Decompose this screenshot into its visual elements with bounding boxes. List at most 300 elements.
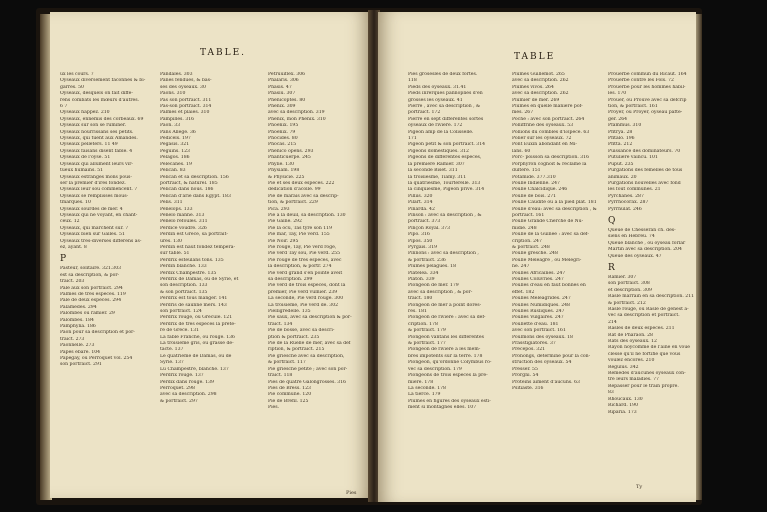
index-entry: Plongeon vantans les differentes	[408, 334, 484, 340]
index-entry: avec son portraict. 161	[512, 328, 566, 334]
index-entry: bres impotents sur la terre. 178	[408, 353, 483, 359]
index-entry: voulez encores. 210	[608, 358, 655, 364]
index-entry: 118	[408, 78, 417, 84]
index-entry: tre leurs maladies. 77	[608, 377, 659, 383]
index-entry: Pie de marais avec sa descrip-	[268, 193, 339, 199]
index-entry: Rat de Pharaon. 28	[608, 332, 653, 338]
index-entry: Poulle de bois. 271	[512, 193, 557, 199]
index-entry: Ramier. 307	[608, 274, 637, 280]
index-entry: Pie rouge de tres especes, avec	[268, 257, 342, 263]
index-entry: Palmes et plaies. 310	[160, 110, 210, 116]
index-entry: Poulle Indienne. 247	[512, 180, 560, 186]
index-entry: & portraict. 177	[408, 341, 446, 347]
index-entry: Oyseaux qui allument leurs vir-	[60, 161, 133, 167]
index-entry: ne. 247	[512, 264, 530, 270]
index-entry: tion, & portraict. 161	[608, 104, 658, 110]
index-entry: Poulle de la Guinee : avec sa def-	[512, 232, 589, 238]
index-entry: Pie mar, Tay, Pie verd. 155	[268, 232, 330, 238]
index-entry: Pie et ses deux especes. 222	[268, 180, 335, 186]
index-entry: Pamphylia. 186	[60, 324, 96, 330]
left-page-catchword: Pies	[346, 490, 357, 496]
index-entry: traict. 134	[268, 321, 293, 327]
index-entry: Porc- poisson sa description. 316	[512, 155, 590, 161]
index-entry: Oyseaux pelleters. 11 49	[60, 142, 118, 148]
index-entry: & portraict. 212	[608, 300, 646, 306]
index-entry: ures. 130	[160, 238, 182, 244]
index-entry: Pasteur, solitaire. 321.303	[60, 266, 122, 272]
index-entry: Puissance des dominateurs. 70	[608, 148, 681, 154]
index-entry: ux les cours. 7	[60, 72, 94, 77]
index-entry: effet. 182	[512, 289, 535, 295]
index-entry: Perdin est Grece, sa portrait-	[160, 232, 228, 238]
index-entry: Pica. 293	[268, 206, 290, 212]
index-entry: la quatriesme, Tourterelle. 313	[408, 180, 481, 186]
index-entry: portraict. 172	[408, 110, 441, 116]
index-entry: Rasles de deux especes. 211	[608, 326, 675, 332]
index-entry: Plumes en quelle maniere pof-	[512, 104, 583, 110]
index-entry: La troisieme, Pie verd de. 302	[268, 302, 339, 308]
index-entry: Phasiu. 307	[268, 91, 296, 97]
index-entry: Pale de deux especes. 294	[60, 298, 122, 304]
index-entry: Prouerbe pour les hommes habil-	[608, 84, 686, 90]
index-entry: Oyseaux estranges mons pous-	[60, 174, 132, 180]
index-entry: Pieds inrerques pannoplies d'en	[408, 91, 483, 97]
index-entry: Perdin est haut fondez tempera-	[160, 244, 236, 250]
index-entry: portraict, & naturel. 185	[160, 180, 218, 186]
index-entry: Purgations nouvelles avec fond	[608, 180, 681, 186]
index-entry: Pierre , avec sa description , &	[408, 104, 481, 110]
index-entry: avec sa description , & por-	[408, 289, 473, 295]
left-column-2	[160, 72, 260, 405]
index-entry: Perdrix de tres especes la prete-	[160, 321, 236, 327]
index-entry: Poche : avec son portraict. 264	[512, 116, 585, 122]
index-entry: Pelican. 83	[160, 168, 186, 174]
index-entry: Phenix. 309	[268, 104, 296, 110]
index-entry: Oyseaux qui ne voyant, en chant-	[60, 212, 138, 218]
index-entry: Penelops. 133	[160, 206, 193, 212]
index-entry: Oyseaux faisans disent fable. 4	[60, 148, 133, 154]
index-entry: Plongeons de trois especes la pre-	[408, 373, 488, 379]
index-entry: Poulles Numidiques. 248	[512, 302, 570, 308]
index-entry: Phenix, mon Phenix. 310	[268, 116, 326, 122]
index-entry: Pie de la Ruelle de mer, avec sa def	[268, 341, 351, 347]
index-entry: Pie commune. 120	[268, 392, 312, 398]
index-entry: Polliffrine des oyseaux. 53	[512, 123, 574, 129]
index-entry: Palmes de tres especes. 119	[60, 292, 126, 297]
index-entry: ser la premier d'ires fondez.	[60, 180, 126, 186]
index-entry: Palombes. 184	[60, 317, 94, 323]
index-entry: Pedicels. 197	[160, 136, 191, 142]
index-entry: les fout communes. 21	[608, 187, 661, 193]
index-entry: Pinçon Royal. 373	[408, 225, 450, 231]
index-entry: avec sa description. 262	[512, 91, 569, 97]
index-entry: la troisiesme, Tiamy. 311	[408, 174, 467, 180]
index-entry: Pies de Bress. 123	[268, 385, 311, 391]
index-entry: Pelecanes. 19	[160, 161, 192, 167]
index-entry: Oyseaux, ennemis des corbeaux. 69	[60, 116, 144, 122]
index-entry: Poulle Caudite ou a la pied plat. 181	[512, 200, 597, 206]
index-entry: Pas-son portraict. 314	[160, 104, 212, 110]
index-entry: traict. 180	[408, 296, 433, 302]
index-entry: cription. 247	[512, 238, 542, 244]
index-entry: & portraict. 117	[268, 360, 306, 366]
index-entry: Polier sur les oyseaux. 72	[512, 136, 572, 142]
index-entry: Pas son portraict. 311	[160, 97, 212, 103]
index-entry: La seconde, Pie verd rouge. 300	[268, 296, 344, 302]
index-entry: Pyrrhocorax. 287	[608, 200, 649, 206]
right-page	[378, 12, 696, 502]
index-entry: Plongeon de riviere : avec sa def-	[408, 315, 486, 321]
index-entry: tueux humains. 51	[60, 168, 104, 174]
index-entry: Pipos. 350	[408, 238, 433, 244]
index-entry: siens en Hebreu. 74	[608, 234, 655, 240]
index-entry: Syrie. 137	[160, 360, 184, 366]
index-entry: Pies de quatre Galongrosses. 316	[268, 379, 347, 385]
index-entry: Pie de bosse, avec sa descri-	[268, 328, 335, 334]
index-entry: traict. 118	[268, 373, 293, 379]
index-entry: Phocas. 215	[268, 142, 297, 148]
index-entry: Riparia. 173	[608, 409, 637, 415]
index-entry: 214	[608, 319, 617, 325]
index-entry: Palamedes. 294	[60, 304, 97, 310]
index-entry: Phoenix. 195	[268, 123, 299, 129]
index-entry: La fable Franche, ou rouge. 136	[160, 334, 235, 340]
index-entry: Rasle rouge, ou Rasle de genest a-	[608, 307, 689, 312]
index-entry: Rats des oyseaux. 12	[608, 339, 657, 345]
index-entry: Oyseaux diversement faconnés & bi-	[60, 78, 146, 84]
index-entry: Peguins. 123	[160, 148, 190, 154]
right-column-2	[512, 72, 604, 392]
index-entry: Plumes pelagues. 18	[408, 264, 457, 270]
index-entry: Queue des oyseaux. 47	[608, 253, 662, 259]
index-entry: Perdix Champestre. 135	[160, 270, 217, 276]
index-entry: Oyseaux, qui tuent aux Amandes.	[60, 136, 138, 142]
index-entry: Oyseaux, desquels on fait diffe-	[60, 91, 133, 97]
index-entry: Rasle marrain en sa description. 211	[608, 294, 694, 300]
index-entry: Regulus. 342	[608, 364, 639, 370]
index-entry: Plongeon de mer a point dores-	[408, 302, 482, 308]
index-entry: Prorgni. 54	[512, 373, 539, 379]
left-page-title: TABLE.	[200, 48, 247, 58]
index-entry: Pie griesche avec sa description,	[268, 353, 345, 359]
index-entry: Pie rouge, Tay, Pie verd roge,	[268, 244, 337, 250]
index-entry: dedication d'acolle. 99	[268, 187, 321, 193]
index-entry: Poullette d'eau. 181	[512, 321, 559, 327]
index-entry: portraict. 161	[512, 212, 545, 218]
index-entry: rens combats les mœurs d'autres.	[60, 97, 140, 103]
index-entry: Poulles Rusliques. 247	[512, 309, 565, 315]
index-entry: Psitiaste. 316	[512, 385, 544, 391]
index-entry: Pie verd grand s'en pointe aveit	[268, 270, 343, 276]
index-entry: avec sa description. 298	[160, 392, 217, 398]
index-entry: Pfammus. 310	[608, 123, 642, 129]
index-entry: Pigeon petit & son portraict. 314	[408, 142, 486, 148]
index-entry: Poulles Meleagrides. 247	[512, 296, 571, 302]
index-entry: portraict. 373	[408, 219, 441, 225]
index-entry: Oyseaux leur sou commencent. 7	[60, 187, 138, 193]
index-entry: ption & portraict. 235	[268, 334, 320, 340]
right-page-signature: Ty	[636, 484, 643, 490]
index-entry: Poulles Vulgaires. 247	[512, 315, 564, 321]
index-entry: Pie griesche petite ; avec son por-	[268, 366, 348, 372]
index-entry: et description. 309	[608, 287, 652, 293]
index-entry: Queue blanche , ou oyseau forlar	[608, 240, 686, 246]
index-entry: son portraict. 308	[608, 281, 650, 287]
index-entry: clesse qu'il ne fortifie que vous	[608, 351, 681, 357]
index-entry: Perdris de saunne mers. 143	[160, 302, 227, 308]
index-entry: tion, & portraict. 229	[268, 200, 318, 206]
index-entry: Plongeon, qu'ordonné Colymbus ro-	[408, 360, 492, 366]
index-entry: Plumes en figures des oyseaux esti-	[408, 398, 491, 404]
index-entry: Poulmons des oyseaux. 18	[512, 334, 573, 340]
index-entry: Pyrrhulat. 246	[608, 206, 642, 212]
index-entry: Queue de Chesseran ch. des-	[608, 227, 676, 233]
index-entry: dultere. 151	[512, 168, 541, 174]
index-entry: & portraict. 248	[512, 244, 550, 250]
index-entry: Poulle d'eau: avec sa description , &	[512, 206, 597, 212]
index-entry: Pieds des oyseaux. 31.41	[408, 84, 467, 90]
index-entry: Le quatrieme de Damas, ou de	[160, 353, 232, 359]
index-entry: Penelo refoules. 311	[160, 219, 208, 225]
index-entry: la premiere Ramier. 307	[408, 161, 465, 167]
index-entry: Phenicoptes. 80	[268, 97, 306, 103]
index-entry: la description, & portr. 274	[268, 264, 332, 270]
index-entry: Pelican d'arie dans Egypt. 183	[160, 193, 231, 199]
index-entry: Pie la ocu, Tas tyre son 119	[268, 225, 333, 231]
index-entry: & portraict. 236	[408, 257, 446, 263]
index-entry: Phoenix. 79	[268, 129, 296, 135]
index-entry: Pielligredelle. 135	[268, 309, 311, 315]
index-entry: Pie verd Tay sou, Pie verd. 255	[268, 251, 341, 257]
index-entry: Pie de Brefil. 125	[268, 398, 309, 404]
index-entry: Pies grosesles de deux fortes.	[408, 72, 478, 77]
index-entry: Pierre en sept differentes sortes	[408, 116, 484, 122]
index-entry: Pinnons : avec sa description ,	[408, 251, 479, 257]
index-entry: grosses les oyseaux. 41	[408, 97, 463, 103]
index-entry: ment si montagnes elles. 107	[408, 405, 477, 411]
index-entry: Poulles Coluvries. 247	[512, 277, 564, 282]
index-entry: tacte. 137	[160, 347, 184, 353]
index-entry: Phylie. 130	[268, 161, 294, 167]
index-entry: Plongeon de riviere a les mem-	[408, 347, 481, 353]
index-entry: Pie saux, avec sa description & por-	[268, 315, 352, 321]
index-entry: res. 181	[408, 309, 427, 315]
right-column-3	[608, 72, 694, 416]
index-entry: Phocides. 80	[268, 136, 298, 142]
index-entry: & portraict. 179	[408, 328, 446, 334]
index-entry: Perroquet. 298	[160, 385, 195, 391]
index-entry: Precepos. 321	[512, 347, 546, 353]
index-entry: la cinquiesme, Pigeon privé. 314	[408, 187, 485, 193]
index-entry: les. 170	[608, 91, 627, 97]
index-entry: Rayon noycomme de l'aine en voue	[608, 345, 691, 351]
index-entry: Puput. 235	[608, 161, 634, 167]
index-entry: ceux. 12	[60, 219, 80, 225]
index-entry: Pie a la deuil, sa description. 130	[268, 212, 346, 218]
index-entry: Pampilles. 316	[160, 116, 195, 122]
index-entry: Poulle Grande Cherche de Nu-	[512, 219, 584, 225]
index-entry: Pie verd de trois especes, dont la	[268, 283, 346, 289]
index-entry: Perdrix de Damas, ou de Syrie, et	[160, 277, 239, 282]
index-entry: Richard. 190	[608, 403, 639, 409]
index-entry: son description. 133	[160, 283, 208, 289]
index-entry: Perdice voudre. 326	[160, 225, 207, 231]
index-entry: Pyrgais. 319	[408, 244, 438, 250]
index-entry: Pronongs, determiné pour la con-	[512, 353, 591, 359]
index-entry: Pont Euxin abondant en Mi-	[512, 142, 577, 148]
index-entry: Pelican et sa description. 156	[160, 174, 229, 180]
index-entry: son portraict. 124	[160, 309, 202, 315]
index-entry: Oyseaux tres-diverses differens as-	[60, 238, 142, 244]
index-entry: Pelican dans nous. 186	[160, 187, 214, 193]
index-entry: Oyseaux de l'oyse. 51	[60, 155, 111, 161]
index-entry: Panes fendues, & bas-	[160, 78, 212, 84]
index-entry: Plongeon de mer. 179	[408, 283, 459, 289]
index-entry: Prouerbe commun du Ricaut. 164	[608, 72, 687, 77]
index-entry: Pinson : avec sa description , &	[408, 212, 482, 218]
index-entry: re de Grece. 131	[160, 328, 200, 334]
index-entry: ez, ayant. 8	[60, 244, 87, 250]
index-entry: Presser. 55	[512, 366, 538, 372]
index-entry: Papes ebare. 104	[60, 349, 101, 355]
index-entry: Prouer, ou Prouvé avec sa defcrip	[608, 97, 687, 103]
index-entry: Pyrchanes. 287	[608, 193, 644, 199]
index-entry: est sa description, & por-	[60, 272, 120, 278]
index-entry: 171	[408, 136, 417, 142]
index-entry: & Physicie. 225	[268, 174, 305, 180]
index-entry: Plumier de mer. 269	[512, 97, 560, 103]
section-letter: P	[60, 254, 67, 265]
index-entry: Potamide. 377.310	[512, 174, 556, 180]
index-entry: Plumes Guillemot. 265	[512, 72, 565, 77]
left-column-1	[60, 72, 152, 369]
index-entry: Perdrix rouge, ou Grecule. 121	[160, 315, 233, 321]
index-entry: Pie Gaine. 292	[268, 219, 302, 225]
left-page	[50, 12, 370, 498]
index-entry: Physiam. 198	[268, 168, 300, 174]
right-page-title: TABLE	[514, 52, 556, 62]
index-entry: Oyseaux sourdes de mer. 4	[60, 206, 123, 212]
index-entry: Pies.	[268, 405, 280, 411]
index-entry: Pipo. 316	[408, 232, 430, 238]
index-entry: Poulles d'eau en faut bonnes en	[512, 283, 586, 289]
index-entry: traict. 273	[60, 336, 85, 342]
index-entry: Oyseaux nourrissans ses petits.	[60, 129, 134, 135]
index-entry: Martin avec sa description. 204	[608, 247, 682, 253]
index-entry: Pilliis. 320	[408, 193, 433, 199]
index-entry: vec sa description et portraict.	[608, 313, 680, 319]
index-entry: Pigeons de differentes especes,	[408, 155, 482, 161]
index-entry: Platon. 339	[408, 277, 435, 282]
index-entry: mes. 267	[512, 110, 534, 116]
index-entry: Poulle Chalcidique. 246	[512, 187, 568, 193]
index-entry: Prasstigiatores. 37	[512, 341, 556, 347]
index-entry: Oyseaux bien sur Galles. 51	[60, 232, 125, 238]
index-entry: sur table. 51	[160, 251, 190, 257]
index-entry: ger. 264	[608, 116, 628, 122]
index-entry: Phalaris. 306	[268, 78, 299, 84]
index-entry: ription, & portraict. 215	[268, 347, 325, 353]
index-entry: Pigeon amp de la Colisselle.	[408, 129, 474, 135]
index-entry: avec sa description. 319	[268, 110, 325, 116]
index-entry: Purgations des femelles de tous	[608, 168, 683, 174]
index-entry: Pelagos. 186	[160, 155, 190, 161]
index-entry: Oyseaux happez. 210	[60, 110, 110, 116]
index-entry: Paons. 310	[160, 91, 186, 97]
index-entry: ses des oyseaux. 30	[160, 84, 206, 90]
left-column-3	[268, 72, 366, 412]
index-entry: Perdrix rouge. 137	[160, 373, 204, 379]
index-entry: Pelis. 311	[160, 200, 183, 206]
index-entry: Pie Noir. 295	[268, 238, 299, 244]
index-entry: struction des oyseaux. 54	[512, 360, 572, 366]
index-entry: Proteins aiment d'aucuns. 63	[512, 379, 580, 385]
index-entry: Pegasis. 321	[160, 142, 190, 148]
index-entry: garrés. 50	[60, 84, 84, 90]
index-entry: Porphyron cognoit & reclame la	[512, 161, 587, 167]
index-entry: Phanticuerpe. 245	[268, 155, 311, 161]
index-entry: Petruuiflex. 306	[268, 72, 306, 77]
index-entry: Paon pour sa description et por-	[60, 330, 135, 336]
index-entry: Perdrix esteulans tons. 135	[160, 257, 224, 263]
index-entry: Pfitta. 212	[608, 142, 633, 148]
index-entry: Plumes vivos. 264	[512, 84, 554, 90]
index-entry: cription. 178	[408, 321, 438, 327]
index-entry: Phasis. 47	[268, 84, 292, 90]
index-entry: traict. 203	[60, 279, 85, 285]
index-entry: Pollions du combles d'Espece. 63	[512, 129, 590, 135]
index-entry: Poulle Meleagre , ou Melegri-	[512, 257, 582, 263]
index-entry: La seconde. 178	[408, 385, 446, 391]
index-entry: Putuliere vaincu. 101	[608, 155, 658, 161]
index-entry: premier, Pie verd vulnier. 239	[268, 289, 338, 295]
index-entry: Pigeons domestiques. 312	[408, 148, 469, 154]
index-entry: & son portraict. 135	[160, 289, 208, 295]
index-entry: Repasser pour le train propre.	[608, 383, 679, 389]
index-entry: Pans Allege. 36	[160, 129, 196, 135]
index-entry: sa description. 299	[268, 277, 313, 282]
index-entry: Perdin blanche. 133	[160, 264, 207, 270]
index-entry: Pale aux son portraict. 294	[60, 285, 123, 291]
index-entry: son portraict. 291	[60, 362, 102, 368]
index-entry: Pfitalo. 196	[608, 136, 635, 142]
index-entry: oyseaux de riviere. 172	[408, 123, 463, 129]
index-entry: Paon. 33	[160, 123, 181, 129]
index-entry: La tierce. 179	[408, 392, 441, 398]
index-entry: Poulle gresche. 248	[512, 251, 558, 257]
index-entry: Prouerbe contre les Fols. 72	[608, 78, 674, 84]
index-entry: Palombes ou ramier. 29	[60, 311, 115, 317]
index-entry: animaux. 20	[608, 174, 637, 180]
index-entry: Pilart. 314	[408, 200, 433, 206]
index-entry: Lu Champestre, blanche. 137	[160, 366, 229, 372]
index-entry: Oyseaux se remplisses mous-	[60, 193, 129, 199]
index-entry: Pfitrya. 28	[608, 129, 633, 135]
index-entry: Perdix dans rouge. 139	[160, 379, 214, 385]
index-entry: Pinarda. 42	[408, 206, 435, 212]
index-entry: Perdrix est tous manger. 141	[160, 296, 228, 302]
index-entry: Penelo manne. 313	[160, 212, 205, 218]
index-entry: avec sa description. 262	[512, 78, 569, 84]
index-entry: Phenico opens. 293	[268, 148, 314, 154]
section-letter: Q	[608, 215, 616, 226]
index-entry: miere. 178	[408, 379, 434, 385]
index-entry: Papegay, ou Perroquet vol. 254	[60, 356, 133, 362]
index-entry: Rhoucaux. 130	[608, 396, 643, 402]
index-entry: la seconde Biset. 311	[408, 168, 458, 174]
index-entry: vec sa description. 179	[408, 366, 462, 372]
index-entry: Paonnelle. 273	[60, 343, 95, 349]
